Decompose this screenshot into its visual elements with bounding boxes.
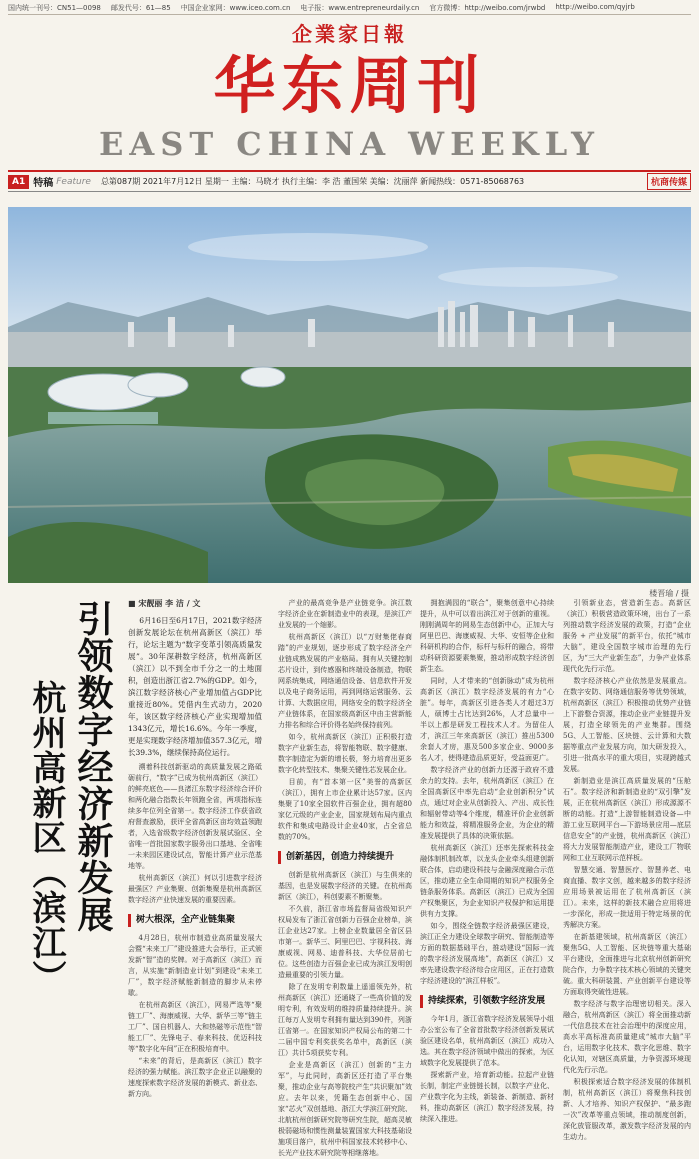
article-column-4	[563, 598, 691, 1141]
paragraph: 同时，人才带来的“创新脉动”成为杭州高新区（滨江）数字经济发展的有力“心脏”。每年，高新区引进各类人才超过3万人，硕博士占比达到26%，人才总量中一半以上都是研发工程技术人才。为留住人才，滨江三年来高新区（滨江）推出5300余套人才房，惠及500多家企业、9000多名人才，使得建造品质更好，受益面更广。	[420, 677, 554, 762]
paragraph: 数字经济核心产业依然是发展重点。在数字安防、网络通信服务等优势领域，杭州高新区（滨江）积极推动优势产业链上下游整合资源，推动企业产业链提升发展，打造全球领先的产业集群。围绕5G、人工智能、区块链、云计算和大数据等重点产业发展方向，加大研发投入，引进一批高水平的重大项目，实现跨越式发展。	[563, 677, 691, 773]
paragraph: 在新基建领域，杭州高新区（滨江）聚焦5G、人工智能、区块链等重大基础平台建设，全面推进与北京杭州创新研究院合作，力争数字技术核心领域的关键突破。重大科研装置、产业创新平台建设等方面取得突破性进展。	[563, 933, 691, 996]
paragraph: 目前，有“首本第一区”美誉的高新区（滨江），拥有上市企业累计达57家。区内集聚了10家全国软件百强企业，拥有超80家亿元级的产业企业，国家规划布局内重点软件和集成电路设计企业40家，占全省总数的70%。	[278, 778, 412, 841]
column-blocks	[128, 762, 262, 1100]
paragraph: 杭州高新区（滨江）还率先探索科技金融体制机制改革，以龙头企业牵头组建创新联合体，启动建设科技与金融深度融合示范区，推动建立全生命周期的知识产权服务全链条服务体系。高新区（滨江）已成为全国产权集聚区，为企业知识产权保护和运用提供有力支撑。	[420, 844, 554, 918]
top-info-item: 电子报：www.entrepreneurdaily.cn	[300, 4, 420, 12]
paragraph: 企业是高新区（滨江）创新的“主力军”，与此同时，高新区还打造了平台集聚，推动企业与高等院校产生“共识聚加”效应。去年以来，凭籍生态创新中心、国家“芯火”双创基地、浙江大学滨江研究院、北航杭州创新研究院等研究生院，超高灵敏极弱磁场和惯性测量装置国家大科技基础设施项目落户，杭州中科国家技术转移中心、长光产业技术研究院等相继落地。	[278, 1061, 412, 1157]
paragraph: 引领新业态，营造新生态。高新区（滨江）积极营造政策环境，出台了一系列推动数字经济发展的政策，打造“企业服务 + 产业发展”的新平台，依托“城市大脑”，建设全国数字城市治理的先行区，为“三大产业新生态”，力争产业体系现代化先行示范。	[563, 599, 691, 673]
headline-main: 引领数字经济新发展	[72, 600, 113, 933]
column-blocks	[563, 598, 691, 1143]
column-blocks	[420, 598, 554, 1125]
subheading: 树大根深，全产业链集聚	[128, 914, 262, 927]
subheading: 创新基因，创造力持续提升	[278, 851, 412, 864]
paragraph: 如今，杭州高新区（滨江）正积极打造数字产业新生态，将智能物联、数字健康、数字制造定为新的增长极，努力培育出更多数字化转型技术、集聚关键性芯发展企业。	[278, 733, 412, 774]
paragraph: “未来”的背后，是高新区（滨江）数字经济的强力赋能。滨江数字企业正以融聚的速度探索数字经济发展的新模式、新业态、新方向。	[128, 1057, 262, 1098]
top-info-item: 邮发代号：61—85	[110, 4, 171, 12]
paragraph: 4月28日，杭州市制造业高质量发展大会暨“未来工厂”建设推进大会举行，正式颁发新“智”造的奖牌。对于高新区（滨江）而言，从实施“新制造业计划”到建设“未来工厂”，数字经济赋能新制造的脚步从未停歇。	[128, 934, 262, 997]
issue-meta: 总第087期 2021年7月12日 星期一 主编：马晓才 执行主编：李 浩 董国荣 美编：沈丽萍 新闻热线：0571-85068763	[100, 177, 525, 186]
top-info-line	[8, 3, 691, 15]
top-info-item: 官方微博：http://weibo.com/jrwbd	[429, 4, 546, 12]
paragraph: 不久前，浙江省市场监督局省级知识产权局发布了浙江省创新力百强企业榜单，滨江企业达27家。上榜企业数量居全省区县市第一。新华三、阿里巴巴、宇视科技、海康威视、网易、迪普科技、大华位居前七位。这些创造力百强企业已成为滨江发明创造最重要的引领力量。	[278, 905, 412, 979]
masthead-english: EAST CHINA WEEKLY	[99, 125, 600, 163]
article-column-2	[278, 598, 412, 1157]
headline	[22, 600, 114, 1110]
paragraph: 拥抱满园的“联合”，聚集创意中心持续提升，从中可以看出滨江对于创新的重视。刚刚满周年的网易生态创新中心，正加大与阿里巴巴、海康威视、大华、安恒等企业和科研机构的合作，标杆与标杆的融合，将带动科研资源要素集聚，推动形成数字经济创新生态。	[420, 599, 554, 673]
page-number: A1	[8, 175, 29, 189]
newspaper-logo: 企業家日報	[292, 22, 407, 46]
paragraph: 溯着科技创新驱动的高质量发展之路砥砺前行，“数字”已成为杭州高新区（滨江）的鲜亮底色——良渚江东数字经济综合评价和两化融合指数长年领跑全省，两项指标连续多年位列全省第一。数字经济工作获省政府督查激励，获评全省高新区亩均效益领跑者，入选省级数字经济创新发展试验区、全省唯一首批国家数字服务出口基地、全省唯一未来园区建设试点，智能计算产业示范基地等。	[128, 763, 262, 870]
paragraph: 杭州高新区（滨江）何以引进数字经济最强区？产业集聚、创新集聚是杭州高新区数字经济产业快速发展的重要因素。	[128, 874, 262, 904]
paragraph: 今年1月，浙江省数字经济发展领导小组办公室公布了全省首批数字经济创新发展试验区建设名单，杭州高新区（滨江）成功入选。其在数字经济领域中做出的探索，为区域数字化发展提供了范本。	[420, 1015, 554, 1067]
article-column-1	[128, 598, 262, 1118]
brand-logo: 杭商传媒	[647, 173, 691, 190]
paragraph: 除了在发明专利数量上遥遥领先外，杭州高新区（滨江）还通晓了一些高价值的发明专利，有效发明的维持质量持续提升。滨江每万人发明专利拥有量达到390件，列浙江省第一。在国家知识产权局公布的第二十二届中国专利奖获奖名单中，高新区（滨江）共计5项获奖专利。	[278, 983, 412, 1057]
paragraph: 杭州高新区（滨江）以“万财集佬春商踏”的产业规划，逐步形成了数字经济全产业链成熟发展的产业格局。拥有从关键控制芯片设计，到传感器和终端设备制造，物联网系统集成，网络通信设备、信息软件开发以及电子商务运用，再到网络运营服务、云计算、大数据应用，网络安全的数字经济全产业链体系，在国家级高新区中由主营新能力排名和综合评价得名始终保持前列。	[278, 633, 412, 729]
byline: ■ 宋靓丽 李 洁 / 文	[128, 599, 201, 608]
paragraph: 如今，围绕全链数字经济最强区建设，滨江正全力建设全球数字研究、智能制造等方面的数据基础平台，推动建设“国际一流的数字经济发展高地”，高新区（滨江）又率先建设数字经济综合应用区，正在打造数字经济建设的“滨江样板”。	[420, 922, 554, 985]
section-name: 特稿	[33, 178, 54, 189]
section-english: Feature	[56, 176, 91, 187]
paragraph: 在杭州高新区（滨江），网易严选等“聚链工厂”、海康威视、大华、新华三等“链主工厂”、国自机器人、大和热磁等示范性“智能工厂”、先锋电子、春来科技、优迈科技等“数字化车间”正在积极培育中。	[128, 1001, 262, 1053]
paragraph: 创新是杭州高新区（滨江）与生俱来的基因，也是发展数字经济的关键。在杭州高新区（滨江），科创要素不断聚集。	[278, 871, 412, 901]
paragraph: 智慧交通、智慧医疗、智慧养老、电商直播、数字文创，越来越多的数字经济应用场景被运用在了杭州高新区（滨江）。未来，这样的新技术融合应用将进一步深化，形成一批适用于特定场景的优秀解决方案。	[563, 866, 691, 929]
top-info-item: 国内统一刊号：CN51—0098	[8, 4, 101, 12]
column-blocks	[278, 598, 412, 1159]
paragraph: 探索新产业，培育新动能。拉起产业链长制，制定产业链链长制，以数字产业化、产业数字化为主线，新装备、新制造、新材料，推动高新区（滨江）数字经济发展，持续深入推进。	[420, 1071, 554, 1123]
photo-credit: 楼晋瑜 / 摄	[649, 589, 689, 598]
paragraph: 积极探索适合数字经济发展的体制机制，杭州高新区（滨江）将聚焦科技创新、人才培养、知识产权保护、“最多跑一次”改革等重点领域，推动制度创新，深化放管服改革，激发数字经济发展的内生动力。	[563, 1078, 691, 1141]
paragraph: 数字经济与数字治理密切相关。深入融合，杭州高新区（滨江）将全面推动新一代信息技术在社会治理中的深度应用，高水平高标准高质量建成“城市大脑”平台，运用数字化技术、数字化思维、数字化认知，对辖区高质量，力争资源环境现代化先行示范。	[563, 1000, 691, 1074]
paragraph: 新制造业是滨江高质量发展的“压舱石”。数字经济和新制造业的“双引擎”发展，正在杭州高新区（滨江）形成源源不断的动能。打造“上游智能制造设备—中游工业互联网平台—下游场景应用—底层信息安全”的产业链，杭州高新区（滨江）将大力发展智能制造产业，建设工厂物联网和工业互联网示范样板。	[563, 777, 691, 862]
top-info-item: http://weibo.com/qyjrb	[555, 3, 635, 11]
article-lead: 6月16日至6月17日，2021数字经济创新发展论坛在杭州高新区（滨江）举行，论坛主题为“数字变革引领高质量发展”。30年深耕数字经济，杭州高新区（滨江）以不到全市千分之一的土地面积，创造出浙江省2.7%的GDP。如今，滨江数字经济核心产业增加值占GDP比重接近80%。凭借内生式动力，2020年，该区数字经济核心产业实现增加值1343亿元，增长16.6%。今年一季度，更是实现数字经济增加值357.3亿元，增长39.3%，继续保持高位运行。	[128, 616, 262, 757]
article-column-3	[420, 598, 554, 1123]
aerial-photo-illustration	[8, 207, 691, 583]
aerial-photo	[8, 207, 691, 583]
headline-sub: 杭州高新区（滨江）	[26, 680, 66, 995]
paragraph: 产业的最高竞争是产业链竞争。滨江数字经济企业在新制造业中的表现，是滨江产业发展的一个缩影。	[278, 599, 412, 629]
top-info-item: 中国企业家网：www.iceo.com.cn	[180, 4, 291, 12]
masthead-title: 华东周刊	[213, 49, 486, 122]
issue-info-bar	[8, 170, 691, 192]
subheading: 持续探索，引领数字经济发展	[420, 995, 554, 1008]
paragraph: 数字经济产业的创新力还源于政府不遗余力的支持。去年，杭州高新区（滨江）在全国高新区中率先启动“企业创新积分”试点，通过对企业从创新投入、产出、成长性和辐射带动等4个维度，精准评价企业创新能力和效益，将精准服务企业，为企业的精准发展提供了具体的决策依据。	[420, 766, 554, 840]
